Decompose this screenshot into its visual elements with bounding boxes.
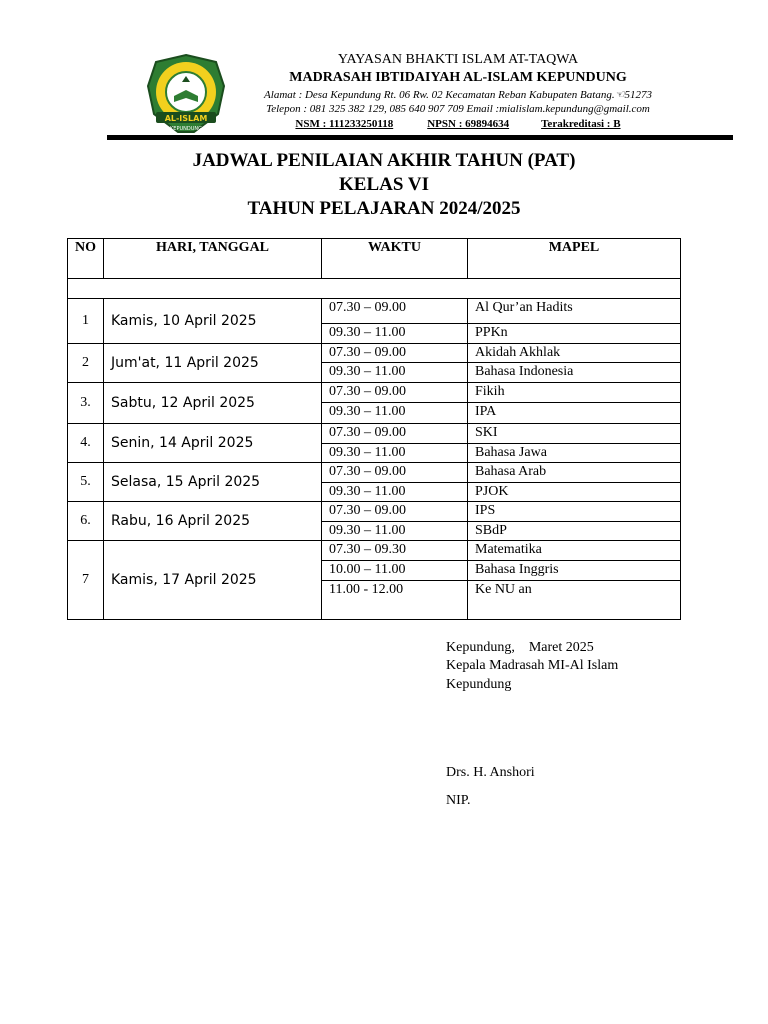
row-day-date: Selasa, 15 April 2025 (104, 463, 322, 502)
table-row (68, 299, 681, 324)
session-subject: Bahasa Inggris (468, 561, 681, 581)
session-time: 07.30 – 09.00 (322, 424, 468, 444)
npsn-number: NPSN : 69894634 (427, 118, 510, 130)
row-day-date: Kamis, 17 April 2025 (104, 541, 322, 620)
school-ids (248, 118, 668, 130)
header-subject: MAPEL (468, 239, 681, 279)
school-name: MADRASAH IBTIDAIYAH AL-ISLAM KEPUNDUNG (289, 70, 627, 85)
table-row (68, 463, 681, 483)
row-number: 7 (68, 541, 104, 620)
row-number: 3. (68, 383, 104, 424)
signature-place: Kepundung, (446, 640, 515, 655)
session-time: 09.30 – 11.00 (322, 403, 468, 424)
row-number: 1 (68, 299, 104, 344)
school-logo (144, 52, 228, 136)
row-number: 4. (68, 424, 104, 463)
school-contact: Telepon : 081 325 382 129, 085 640 907 709 Email :mialislam.kepundung@gmail.com (266, 103, 650, 115)
session-subject: Akidah Akhlak (468, 344, 681, 363)
session-subject: IPA (468, 403, 681, 424)
row-number: 5. (68, 463, 104, 502)
exam-schedule-table (67, 238, 681, 620)
session-subject: Ke NU an (468, 581, 681, 620)
letterhead-divider (107, 135, 733, 140)
signature-date: Maret 2025 (528, 640, 594, 655)
logo-banner: AL-ISLAM (164, 114, 208, 123)
session-subject: IPS (468, 502, 681, 522)
signature-position: Kepala Madrasah MI-Al Islam (446, 658, 619, 673)
signatory-name: Drs. H. Anshori (446, 765, 535, 780)
table-body (68, 299, 681, 620)
row-day-date: Rabu, 16 April 2025 (104, 502, 322, 541)
session-time: 09.30 – 11.00 (322, 324, 468, 344)
row-day-date: Jum'at, 11 April 2025 (104, 344, 322, 383)
session-time: 11.00 - 12.00 (322, 581, 468, 620)
row-number: 2 (68, 344, 104, 383)
signatory-nip: NIP. (446, 793, 471, 808)
session-time: 07.30 – 09.00 (322, 299, 468, 324)
table-row (68, 383, 681, 403)
header-time: WAKTU (322, 239, 468, 279)
table-row (68, 344, 681, 363)
session-time: 09.30 – 11.00 (322, 363, 468, 383)
session-subject: Bahasa Indonesia (468, 363, 681, 383)
session-subject: PJOK (468, 483, 681, 502)
session-subject: Fikih (468, 383, 681, 403)
row-number: 6. (68, 502, 104, 541)
session-time: 07.30 – 09.00 (322, 463, 468, 483)
signature-location: Kepundung (446, 677, 512, 692)
session-subject: SKI (468, 424, 681, 444)
signature-place-date (446, 640, 594, 656)
session-time: 07.30 – 09.00 (322, 344, 468, 363)
session-subject: SBdP (468, 522, 681, 541)
session-subject: Matematika (468, 541, 681, 561)
foundation-name: YAYASAN BHAKTI ISLAM AT-TAQWA (337, 52, 579, 67)
school-year-title: TAHUN PELAJARAN 2024/2025 (247, 198, 521, 219)
session-time: 07.30 – 09.30 (322, 541, 468, 561)
table-row (68, 541, 681, 561)
session-subject: Bahasa Arab (468, 463, 681, 483)
row-day-date: Sabtu, 12 April 2025 (104, 383, 322, 424)
table-header-row (68, 239, 681, 279)
document-title: JADWAL PENILAIAN AKHIR TAHUN (PAT) (192, 150, 576, 171)
logo-place: KEPUNDUNG (170, 126, 202, 132)
header-no: NO (68, 239, 104, 279)
header-day: HARI, TANGGAL (104, 239, 322, 279)
session-subject: PPKn (468, 324, 681, 344)
session-time: 10.00 – 11.00 (322, 561, 468, 581)
nsm-number: NSM : 111233250118 (295, 118, 394, 130)
session-subject: Bahasa Jawa (468, 444, 681, 463)
row-day-date: Kamis, 10 April 2025 (104, 299, 322, 344)
session-time: 09.30 – 11.00 (322, 444, 468, 463)
session-subject: Al Qur’an Hadits (468, 299, 681, 324)
session-time: 09.30 – 11.00 (322, 483, 468, 502)
accreditation: Terakreditasi : B (541, 118, 621, 130)
table-spacer-row (68, 279, 681, 299)
session-time: 07.30 – 09.00 (322, 502, 468, 522)
session-time: 07.30 – 09.00 (322, 383, 468, 403)
school-address: Alamat : Desa Kepundung Rt. 06 Rw. 02 Kecamatan Reban Kabupaten Batang.☜51273 (264, 89, 652, 101)
class-title: KELAS VI (339, 174, 429, 195)
table-row (68, 502, 681, 522)
table-row (68, 424, 681, 444)
session-time: 09.30 – 11.00 (322, 522, 468, 541)
row-day-date: Senin, 14 April 2025 (104, 424, 322, 463)
